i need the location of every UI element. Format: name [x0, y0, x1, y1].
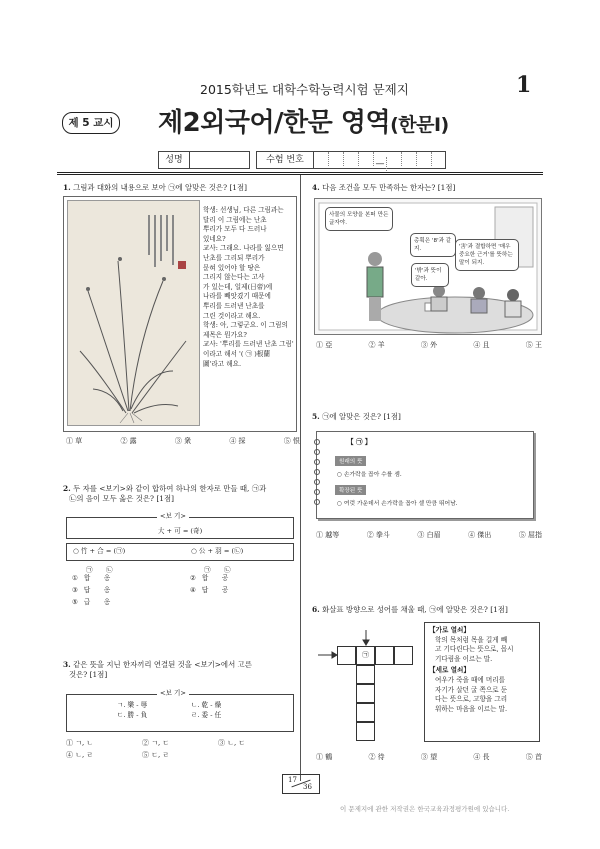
q2-option-no: ②	[190, 574, 196, 582]
q2-option-b: 공	[221, 586, 229, 594]
bubble-boy1: 총획은 '8'과 같지.	[410, 233, 456, 257]
q6-down-line: 워하는 마음을 이르는 말.	[435, 704, 508, 713]
q5-stem	[312, 412, 548, 422]
q2-formula-b: ○ 公 + 羽 = (㉡)	[191, 547, 244, 555]
q2-option-no: ④	[190, 586, 196, 594]
q2-bogi-content: 大 + 可 = (奇)	[157, 527, 203, 535]
q4-option[interactable]: ⑤ 王	[525, 341, 542, 349]
bubble-boy2: '밖'과 뜻이 같아.	[411, 263, 449, 287]
q2-option-b: 옹	[103, 586, 111, 594]
q1-dialogue-line: 뿌리가 모두 다 드러나	[203, 225, 267, 234]
q6-options	[316, 752, 542, 762]
q3-bogi-item: ㄹ. 委 - 任	[191, 710, 222, 719]
q1-option[interactable]: ④ 採	[229, 437, 246, 445]
q1-dialogue-line: 달리 이 그림에는 난초	[203, 215, 267, 224]
q5-tag-extended: 확장된 뜻	[335, 485, 366, 495]
q2-option-no: ⑤	[72, 598, 78, 606]
q2-formula-box	[66, 543, 294, 561]
q5-option[interactable]: ② 拳斗	[366, 531, 390, 539]
q2-option-a: 합	[201, 574, 209, 582]
exam-number-label: 수험 번호	[257, 152, 314, 168]
q5-option[interactable]: ③ 白眉	[417, 531, 441, 539]
q1-dialogue-line: 제목은 뭔가요?	[203, 330, 247, 339]
q3-bogi-box	[66, 689, 294, 732]
bubble-girl: '害'과 결합하면 '매우 중요한 근거'를 뜻하는 말이 되지.	[455, 239, 519, 271]
q3-bogi-items	[117, 701, 267, 720]
q5-question: ㉠에 알맞은 것은? [1점]	[322, 412, 401, 421]
q6-across-line: 학의 목처럼 목을 길게 빼	[435, 635, 508, 644]
q2-stem-line2: ㉡의 음이 모두 옳은 것은? [1점]	[69, 494, 174, 503]
q5-tag-original: 원래의 뜻	[335, 456, 366, 466]
q3-bogi-label: <보 기>	[157, 689, 189, 699]
q2-formula-a: ○ 竹 + 合 = (㉠)	[73, 547, 126, 555]
session-badge: 제 5 교시	[62, 112, 120, 134]
exam-number-box	[256, 151, 446, 169]
q1-box	[63, 196, 297, 432]
q4-option[interactable]: ② 羊	[368, 341, 385, 349]
page-counter	[282, 774, 320, 794]
q3-option[interactable]: ① ㄱ, ㄴ	[66, 739, 94, 747]
q5-option[interactable]: ① 越等	[316, 531, 340, 539]
q6-down-title: 【세로 열쇠】	[429, 666, 470, 675]
q1-dialogue-line: 뿌리를 드러낸 난초를	[203, 301, 265, 310]
q2-option[interactable]	[72, 598, 172, 608]
copyright-notice: 이 문제지에 관한 저작권은 한국교육과정평가원에 있습니다.	[340, 805, 510, 813]
subject-sub: (한문Ⅰ)	[390, 114, 449, 136]
q3-option[interactable]: ③ ㄴ, ㄷ	[218, 739, 246, 747]
q2-option-a: 답	[83, 586, 91, 594]
q4-number: 4.	[312, 183, 320, 192]
name-box	[158, 151, 250, 169]
q6-question: 화살표 방향으로 성어를 채울 때, ㉠에 알맞은 것은? [1점]	[322, 605, 508, 614]
q6-option[interactable]: ⑤ 首	[525, 753, 542, 761]
q6-down-line: 여우가 죽을 때에 머리를	[435, 675, 505, 684]
q1-stem	[63, 183, 299, 193]
q4-stem	[312, 183, 548, 193]
card-binding-rings	[313, 438, 321, 512]
q2-col-head-a: ㉠	[86, 566, 93, 574]
q6-across-title: 【가로 열쇠】	[429, 626, 470, 634]
q1-dialogue-line: 묻혀 있어야 할 땅은	[203, 263, 261, 272]
q1-dialogue-line: 圖'라고 해요.	[203, 359, 242, 368]
subject-title	[158, 102, 449, 139]
q3-number: 3.	[63, 660, 71, 669]
q2-option-b: 공	[221, 574, 229, 582]
q5-card-title: 【 ㉠ 】	[347, 438, 372, 446]
q6-across-line: 기다림을 이르는 말.	[435, 654, 493, 663]
q4-option[interactable]: ④ 且	[473, 341, 490, 349]
q6-crossword	[316, 628, 426, 748]
q2-col-head-b: ㉡	[106, 566, 113, 574]
q1-options	[66, 436, 300, 446]
subject-main: 제2외국어/한문 영역	[158, 108, 391, 138]
q4-option[interactable]: ③ 外	[420, 341, 438, 349]
q1-dialogue-line: 그린 것이라고 해요.	[203, 311, 261, 320]
q5-line-original: ○ 손가락을 꼽아 수를 셈.	[337, 472, 402, 478]
q1-option[interactable]: ① 草	[66, 437, 83, 445]
q2-options	[72, 566, 292, 634]
q2-option[interactable]	[72, 574, 172, 584]
q1-dialogue-line: 학생: 선생님, 다른 그림과는	[203, 206, 284, 214]
page-total: 36	[303, 783, 312, 791]
q2-number: 2.	[63, 484, 71, 493]
q3-option[interactable]: ② ㄱ, ㄷ	[142, 739, 170, 747]
q3-bogi-item: ㄷ. 勝 - 負	[117, 710, 148, 719]
exam-number-dash: —	[374, 157, 387, 171]
q5-option[interactable]: ④ 傑出	[468, 531, 492, 539]
q6-option[interactable]: ① 鶴	[316, 753, 333, 761]
q1-dialogue-line: 학생: 아, 그렇군요. 이 그림의	[203, 321, 288, 330]
q4-illustration	[314, 198, 542, 335]
q1-number: 1.	[63, 183, 71, 192]
q1-question: 그림과 대화의 내용으로 보아 ㉠에 알맞은 것은? [1점]	[73, 183, 247, 192]
exam-year-title: 2015학년도 대학수학능력시험 문제지	[200, 82, 409, 97]
q5-line-extended: ○ 여럿 가운데서 손가락을 꼽아 셀 만큼 뛰어남.	[337, 501, 458, 507]
q2-option-b: 옹	[103, 574, 111, 582]
q2-option[interactable]	[72, 586, 172, 596]
q1-dialogue-line: 가 있는데, 일제(日帝)에	[203, 282, 273, 291]
q4-options	[316, 340, 542, 350]
q1-dialogue-line: 교사: '뿌리를 드러낸 난초 그림'	[203, 340, 294, 349]
q6-across-clue	[429, 636, 535, 665]
q2-col-head-a: ㉠	[204, 566, 211, 574]
q2-option-a: 합	[83, 574, 91, 582]
q3-bogi-item: ㄴ. 乾 - 燥	[191, 701, 222, 709]
q3-stem	[63, 660, 299, 680]
q1-dialogue-line: 난초를 그리되 뿌리가	[203, 253, 265, 262]
q2-option-a: 급	[83, 598, 91, 606]
name-label: 성명	[159, 152, 190, 168]
q5-options	[316, 530, 542, 540]
page-number: 17	[288, 776, 297, 784]
q1-option[interactable]: ② 露	[120, 437, 137, 445]
q2-option-b: 옹	[103, 598, 111, 606]
q1-option[interactable]: ⑤ 恨	[283, 437, 300, 445]
q6-down-clue	[429, 676, 535, 714]
q6-number: 6.	[312, 605, 320, 614]
q3-bogi-item: ㄱ. 樂 - 辱	[117, 701, 148, 709]
q2-bogi-box	[66, 512, 294, 539]
q2-bogi-label: <보 기>	[157, 512, 189, 522]
q5-number: 5.	[312, 412, 320, 421]
q6-option[interactable]: ③ 望	[420, 753, 438, 761]
q3-option[interactable]: ④ ㄴ, ㄹ	[66, 751, 94, 759]
grid-cell-target: ㉠	[356, 646, 375, 665]
q6-option[interactable]: ④ 長	[473, 753, 490, 761]
q1-dialogue-line: 나라를 빼앗겼기 때문에	[203, 292, 271, 301]
q2-option[interactable]	[190, 574, 290, 584]
q3-stem-line1: 같은 뜻을 지닌 한자끼리 연결된 것을 <보기>에서 고른	[73, 660, 252, 669]
q2-option-a: 답	[201, 586, 209, 594]
q6-stem	[312, 605, 548, 615]
q5-card	[316, 431, 534, 519]
q1-option[interactable]: ③ 衆	[174, 437, 192, 445]
q1-dialogue-line: 이라고 해서 '( ㉠ )根蘭	[203, 349, 270, 358]
q6-across-line: 고 기다린다는 뜻으로, 몹시	[435, 645, 514, 654]
q2-option-no: ①	[72, 574, 78, 582]
q2-option-no: ③	[72, 586, 78, 594]
q1-dialogue-line: 있네요?	[203, 234, 226, 243]
q2-col-head-b: ㉡	[224, 566, 231, 574]
q1-dialogue-line: 교사: 그래요. 나라를 잃으면	[203, 244, 284, 253]
bubble-teacher: 사물의 모양을 본떠 만든 글자야.	[325, 207, 393, 231]
q4-question: 다음 조건을 모두 만족하는 한자는? [1점]	[322, 183, 456, 192]
q3-stem-line2: 것은? [1점]	[69, 670, 108, 679]
q6-down-line: 자기가 살던 굴 쪽으로 둔	[435, 685, 508, 694]
q5-option[interactable]: ⑤ 屈指	[518, 531, 542, 539]
q6-down-line: 다는 뜻으로, 고향을 그리	[435, 695, 508, 704]
q1-dialogue-line: 그리지 않는다는 고사	[203, 273, 265, 282]
q3-option[interactable]: ⑤ ㄷ, ㄹ	[142, 751, 170, 759]
q6-clues-box	[424, 622, 540, 742]
q4-option[interactable]: ① 亞	[316, 341, 333, 349]
q6-option[interactable]: ② 待	[368, 753, 385, 761]
page-badge: 1	[516, 72, 532, 98]
q2-option[interactable]	[190, 586, 290, 596]
q2-stem-line1: 두 자를 <보기>와 같이 합하여 하나의 한자로 만들 때, ㉠과	[73, 484, 267, 493]
q2-stem	[63, 484, 299, 504]
